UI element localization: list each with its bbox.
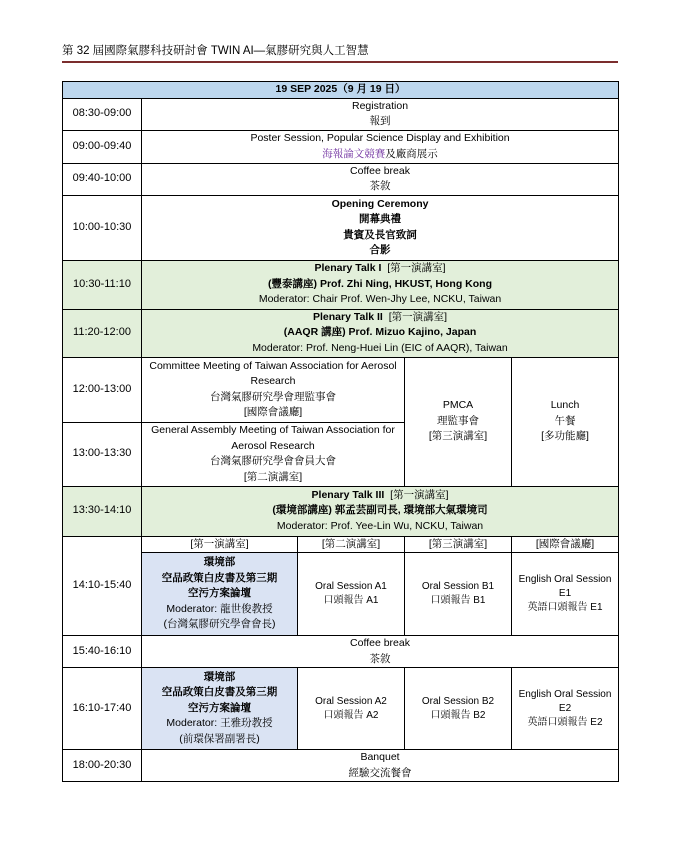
page-header: 第 32 屆國際氣膠科技研討會 TWIN AI—氣膠研究與人工智慧: [62, 45, 369, 57]
event-cell: [142, 357, 405, 422]
session-zh: 口頭報告 A2: [323, 709, 379, 721]
event-title: [144, 488, 616, 504]
exhibition-label: 及廠商展示: [385, 147, 438, 160]
moderator: Moderator: 龍世俊教授: [166, 602, 273, 615]
forum-title: 環境部: [203, 670, 236, 683]
time-cell: 16:10-17:40: [63, 668, 142, 750]
lunch-zh: 午餐: [554, 414, 576, 427]
moderator: Moderator: 王雅玢教授: [166, 717, 273, 730]
table-row: [63, 636, 619, 668]
room-label: [第一演講室]: [390, 488, 449, 501]
room-label: [國際會議廳]: [243, 406, 303, 418]
session-cell: [405, 668, 512, 750]
time-cell: 09:00-09:40: [63, 130, 142, 163]
session-en: Oral Session A1: [315, 581, 387, 592]
event-cell: [142, 636, 619, 668]
session-en: English Oral Session E1: [518, 574, 612, 599]
session-zh: 英語口頭報告 E2: [527, 716, 603, 728]
lunch-cell: [512, 357, 619, 486]
event-en: Coffee break: [350, 164, 410, 177]
room-label: [第一演講室]: [387, 262, 446, 275]
table-row: [63, 195, 619, 260]
speaker: (豐泰講座) Prof. Zhi Ning, HKUST, Hong Kong: [268, 277, 493, 290]
room-label: [第三演講室]: [428, 430, 488, 443]
event-cell: [142, 486, 619, 536]
table-row: [63, 309, 619, 357]
session-zh: 口頭報告 A1: [323, 595, 379, 606]
time-cell: 18:00-20:30: [63, 750, 142, 782]
rooms-row: [63, 536, 619, 553]
event-zh: 茶敘: [369, 652, 391, 665]
poster-competition-label: 海報論文競賽: [322, 147, 386, 160]
session-cell: [512, 553, 619, 636]
table-row: [63, 357, 619, 422]
event-zh: 合影: [369, 244, 391, 256]
room-label: [第二演講室]: [243, 470, 303, 483]
session-en: Oral Session B1: [421, 581, 495, 592]
header-rule: [62, 61, 618, 63]
table-row: [63, 260, 619, 309]
event-cell: [142, 309, 619, 357]
event-zh: 經驗交流餐會: [348, 766, 412, 779]
event-zh: 貴賓及長官致詞: [343, 228, 417, 241]
session-en: Oral Session A2: [315, 695, 387, 707]
table-row: [63, 750, 619, 782]
forum-title: 空污方案論壇: [188, 701, 251, 714]
table-row: [63, 163, 619, 195]
talk-title: Plenary Talk III: [311, 488, 385, 501]
moderator-title: (前環保署副署長): [179, 732, 260, 745]
event-en: General Assembly Meeting of Taiwan Association for Aerosol Research: [151, 424, 395, 452]
table-row: [63, 668, 619, 750]
event-en: Registration: [352, 99, 409, 112]
time-cell: 13:00-13:30: [63, 422, 142, 486]
moderator-title: (台灣氣膠研究學會會長): [163, 618, 276, 631]
speaker: (AAQR 講座) Prof. Mizuo Kajino, Japan: [283, 326, 477, 339]
pmca-zh: 理監事會: [437, 414, 479, 427]
time-cell: 12:00-13:00: [63, 357, 142, 422]
room-label: [多功能廳]: [541, 430, 589, 443]
event-en: Banquet: [360, 751, 400, 763]
moderator: Moderator: Prof. Neng-Huei Lin (EIC of AAQR), Taiwan: [252, 341, 508, 354]
time-cell: 15:40-16:10: [63, 636, 142, 668]
session-zh: 英語口頭報告 E1: [527, 602, 603, 613]
event-en: Coffee break: [350, 637, 410, 649]
event-title: [144, 261, 616, 277]
session-zh: 口頭報告 B1: [430, 595, 486, 606]
table-row: [63, 486, 619, 536]
event-cell: [142, 422, 405, 486]
table-row: [63, 553, 619, 636]
moderator: Moderator: Prof. Yee-Lin Wu, NCKU, Taiwan: [276, 519, 484, 532]
schedule-table: [62, 81, 619, 782]
forum-title: 空品政策白皮書及第三期: [161, 686, 278, 699]
event-cell: [142, 98, 619, 130]
event-cell: [142, 163, 619, 195]
time-cell: 10:00-10:30: [63, 195, 142, 260]
table-row: [63, 98, 619, 130]
time-cell: 13:30-14:10: [63, 486, 142, 536]
event-cell: [142, 195, 619, 260]
talk-title: Plenary Talk II: [313, 310, 383, 323]
room-header: [第二演講室]: [298, 536, 405, 553]
room-header: [第三演講室]: [405, 536, 512, 553]
event-cell: [142, 260, 619, 309]
event-zh: 報到: [369, 115, 391, 127]
event-cell: [142, 130, 619, 163]
forum-title: 空污方案論壇: [188, 587, 251, 600]
lunch-en: Lunch: [550, 399, 580, 412]
moderator: Moderator: Chair Prof. Wen-Jhy Lee, NCKU, Taiwan: [258, 293, 502, 306]
forum-title: 環境部: [203, 556, 236, 569]
time-cell: 14:10-15:40: [63, 536, 142, 636]
event-zh: [144, 147, 616, 163]
event-title: [144, 310, 616, 326]
session-cell: [512, 668, 619, 750]
forum-cell: [142, 553, 298, 636]
time-cell: 08:30-09:00: [63, 98, 142, 130]
room-header: [國際會議廳]: [512, 536, 619, 553]
pmca-en: PMCA: [442, 399, 474, 412]
event-en: Committee Meeting of Taiwan Association for Aerosol Research: [149, 359, 397, 387]
pmca-cell: [405, 357, 512, 486]
session-cell: [298, 668, 405, 750]
table-row: [63, 130, 619, 163]
speaker: (環境部講座) 郭孟芸副司長, 環境部大氣環境司: [272, 504, 488, 517]
event-en: Poster Session, Popular Science Display and Exhibition: [250, 132, 510, 144]
room-header: [第一演講室]: [142, 536, 298, 553]
forum-cell: [142, 668, 298, 750]
talk-title: Plenary Talk I: [314, 262, 382, 275]
time-cell: 10:30-11:10: [63, 260, 142, 309]
forum-title: 空品政策白皮書及第三期: [161, 571, 278, 584]
session-en: Oral Session B2: [421, 695, 495, 707]
room-label: [第一演講室]: [388, 310, 448, 323]
date-header: 19 SEP 2025（9 月 19 日）: [63, 82, 619, 99]
date-row: [63, 82, 619, 99]
time-cell: 09:40-10:00: [63, 163, 142, 195]
time-cell: 11:20-12:00: [63, 309, 142, 357]
event-en: Opening Ceremony: [331, 197, 429, 210]
session-en: English Oral Session E2: [518, 688, 612, 714]
event-cell: [142, 750, 619, 782]
session-cell: [405, 553, 512, 636]
session-cell: [298, 553, 405, 636]
event-zh: 開幕典禮: [359, 213, 402, 225]
event-zh: 茶敘: [369, 180, 391, 192]
event-zh: 台灣氣膠研究學會會員大會: [210, 455, 336, 467]
session-zh: 口頭報告 B2: [430, 709, 486, 721]
event-zh: 台灣氣膠研究學會理監事會: [210, 390, 336, 403]
